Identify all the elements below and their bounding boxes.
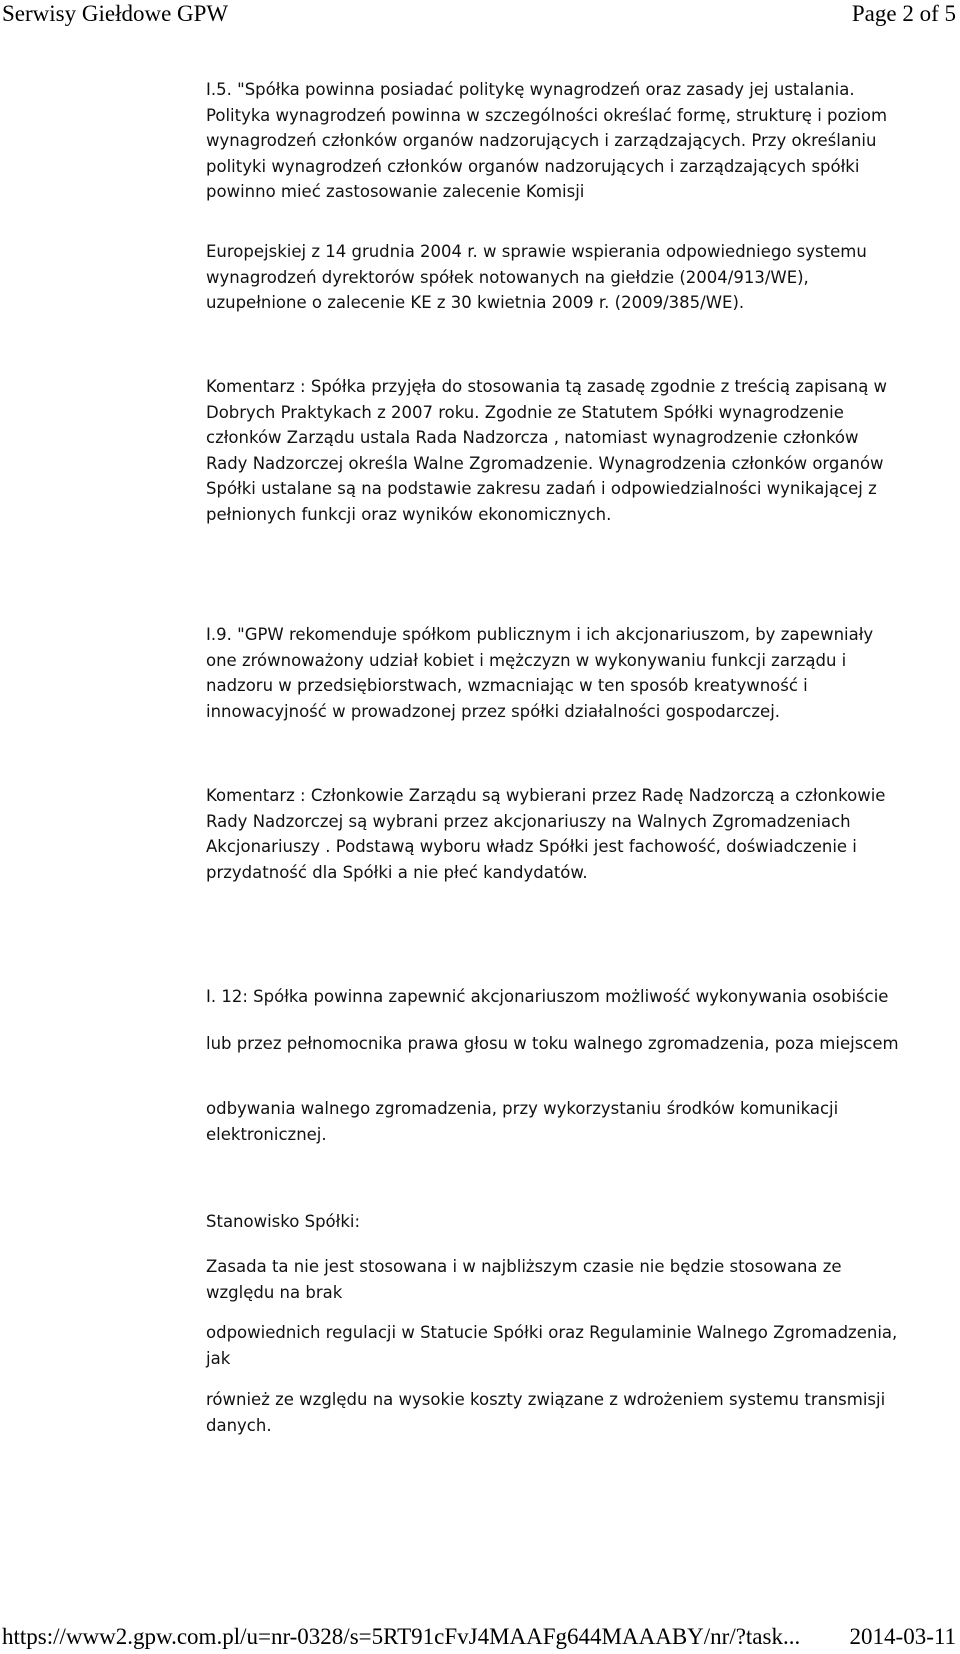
paragraph-position-2 (206, 1320, 951, 1371)
text-line: I.5. "Spółka powinna posiadać politykę wynagrodzeń oraz zasady jej ustalania. (206, 80, 855, 99)
text-line: Komentarz : Spółka przyjęła do stosowania tą zasadę zgodnie z treścią zapisaną w (206, 377, 888, 396)
text-line: Dobrych Praktykach z 2007 roku. Zgodnie ze Statutem Spółki wynagrodzenie (206, 402, 844, 422)
text-line: innowacyjność w prowadzonej przez spółki działalności gospodarczej. (206, 701, 781, 721)
text-line: polityki wynagrodzeń członków organów nadzorujących i zarządzających spółki (206, 156, 860, 176)
page-header-title: Serwisy Giełdowe GPW (2, 1, 229, 26)
text-line: I.9. "GPW rekomenduje spółkom publicznym i ich akcjonariuszom, by zapewniały (206, 625, 874, 644)
text-line: nadzoru w przedsiębiorstwach, wzmacniając w ten sposób kreatywność i (206, 676, 808, 695)
paragraph-i9-comment (206, 783, 951, 885)
paragraph-i5-principle (206, 77, 951, 205)
company-position-heading (206, 1209, 951, 1235)
text-line: jak (206, 1348, 231, 1368)
text-line: elektronicznej. (206, 1124, 327, 1144)
text-line: I. 12: Spółka powinna zapewnić akcjonariuszom możliwość wykonywania osobiście (206, 987, 889, 1006)
page-footer-date: 2014-03-11 (849, 1624, 956, 1649)
text-line: Polityka wynagrodzeń powinna w szczególności określać formę, strukturę i poziom (206, 105, 888, 125)
text-line: pełnionych funkcji oraz wyników ekonomicznych. (206, 504, 612, 524)
text-line: powinno mieć zastosowanie zalecenie Komisji (206, 182, 585, 201)
page-footer-url: https://www2.gpw.com.pl/u=nr-0328/s=5RT91cFvJ4MAAFg644MAAABY/nr/?task... (2, 1624, 801, 1649)
text-line: członków Zarządu ustala Rada Nadzorcza , natomiast wynagrodzenie członków (206, 428, 859, 447)
text-line: odbywania walnego zgromadzenia, przy wykorzystaniu środków komunikacji (206, 1099, 839, 1118)
page-header-page-number: Page 2 of 5 (851, 1, 956, 26)
text-line: Akcjonariuszy . Podstawą wyboru władz Spółki jest fachowość, doświadczenie i (206, 837, 857, 856)
text-line: Europejskiej z 14 grudnia 2004 r. w sprawie wspierania odpowiedniego systemu (206, 242, 867, 261)
text-line: uzupełnione o zalecenie KE z 30 kwietnia 2009 r. (2009/385/WE). (206, 293, 745, 312)
text-line: wynagrodzeń dyrektorów spółek notowanych na giełdzie (2004/913/WE), (206, 267, 809, 287)
paragraph-i5-comment (206, 374, 951, 527)
text-line: Stanowisko Spółki: (206, 1212, 361, 1231)
text-line: one zrównoważony udział kobiet i mężczyzn w wykonywaniu funkcji zarządu i (206, 650, 847, 670)
text-line: lub przez pełnomocnika prawa głosu w toku walnego zgromadzenia, poza miejscem (206, 1034, 899, 1053)
paragraph-i12-principle (206, 984, 951, 1010)
paragraph-position-1 (206, 1254, 951, 1305)
text-line: odpowiednich regulacji w Statucie Spółki oraz Regulaminie Walnego Zgromadzenia, (206, 1323, 898, 1342)
paragraph-i5-continued (206, 239, 951, 316)
text-line: Komentarz : Członkowie Zarządu są wybierani przez Radę Nadzorczą a członkowie (206, 786, 886, 805)
text-line: względu na brak (206, 1282, 343, 1302)
text-line: Zasada ta nie jest stosowana i w najbliższym czasie nie będzie stosowana ze (206, 1257, 842, 1276)
paragraph-position-3 (206, 1387, 951, 1438)
text-line: Rady Nadzorczej określa Walne Zgromadzenie. Wynagrodzenia członków organów (206, 453, 884, 473)
text-line: Spółki ustalane są na podstawie zakresu zadań i odpowiedzialności wynikającej z (206, 479, 877, 498)
text-line: wynagrodzeń członków organów nadzorujących i zarządzających. Przy określaniu (206, 131, 877, 150)
paragraph-i12-end (206, 1096, 951, 1147)
text-line: Rady Nadzorczej są wybrani przez akcjonariuszy na Walnych Zgromadzeniach (206, 811, 851, 831)
paragraph-i9-principle (206, 622, 951, 724)
text-line: danych. (206, 1415, 272, 1435)
paragraph-i12-continued (206, 1031, 951, 1057)
text-line: również ze względu na wysokie koszty związane z wdrożeniem systemu transmisji (206, 1390, 886, 1409)
text-line: przydatność dla Spółki a nie płeć kandydatów. (206, 862, 588, 882)
